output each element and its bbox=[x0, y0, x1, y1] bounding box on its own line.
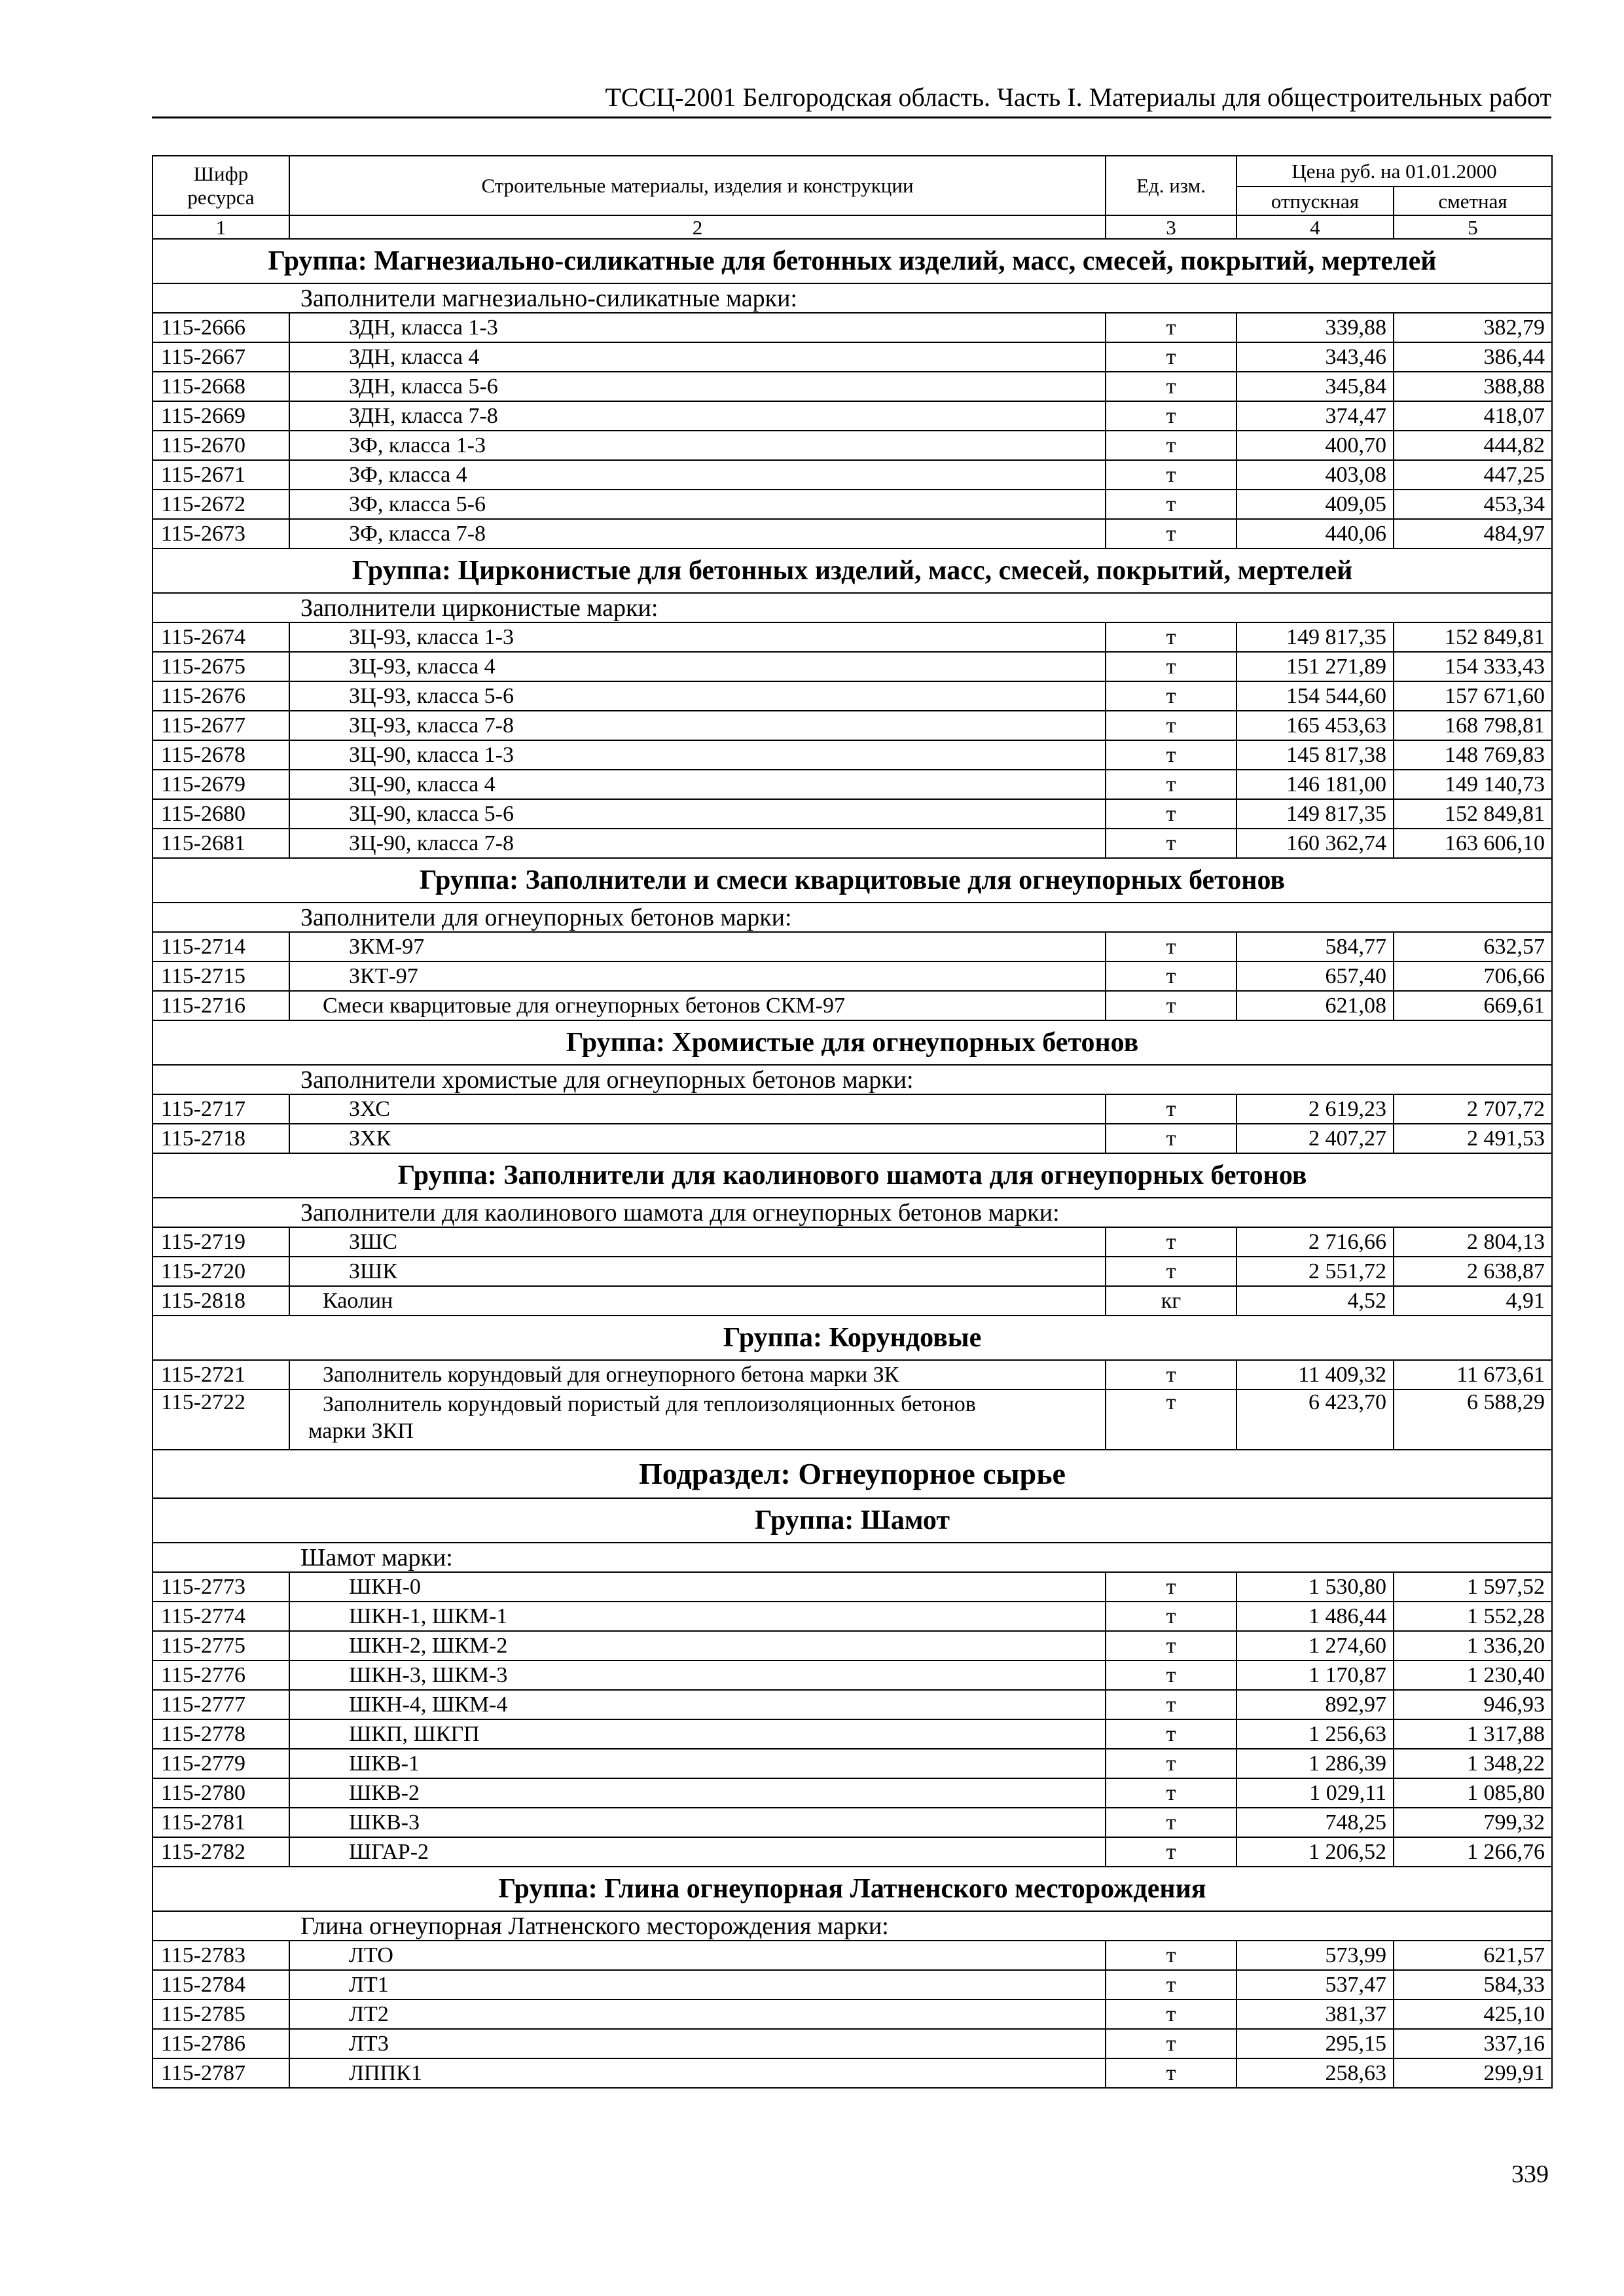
estimate-price-cell: 484,97 bbox=[1394, 519, 1552, 548]
subheading: Шамот марки: bbox=[153, 1543, 1552, 1572]
resource-code-cell: 115-2774 bbox=[153, 1602, 289, 1631]
release-price-cell: 657,40 bbox=[1236, 961, 1394, 991]
estimate-price-cell: 149 140,73 bbox=[1394, 770, 1552, 799]
resource-code-cell: 115-2680 bbox=[153, 799, 289, 829]
table-row bbox=[153, 460, 1552, 490]
subheading: Заполнители цирконистые марки: bbox=[153, 593, 1552, 622]
estimate-price-cell: 453,34 bbox=[1394, 490, 1552, 519]
subheading-row bbox=[153, 593, 1552, 622]
unit-cell: т bbox=[1106, 799, 1236, 829]
group-heading: Группа: Корундовые bbox=[153, 1316, 1552, 1360]
unit-cell: т bbox=[1106, 1660, 1236, 1690]
unit-cell: т bbox=[1106, 1124, 1236, 1153]
table-row bbox=[153, 1360, 1552, 1390]
material-name-cell: ЗДН, класса 5-6 bbox=[289, 372, 1106, 401]
unit-cell: т bbox=[1106, 1572, 1236, 1602]
table-row bbox=[153, 770, 1552, 799]
material-name-cell: ШГАР-2 bbox=[289, 1837, 1106, 1867]
table-row bbox=[153, 313, 1552, 342]
table-row bbox=[153, 1719, 1552, 1749]
unit-cell: т bbox=[1106, 431, 1236, 460]
resource-code-cell: 115-2786 bbox=[153, 2029, 289, 2058]
unit-cell: т bbox=[1106, 622, 1236, 652]
material-name-cell: ШКН-4, ШКМ-4 bbox=[289, 1690, 1106, 1719]
table-row bbox=[153, 1690, 1552, 1719]
table-row bbox=[153, 681, 1552, 711]
unit-cell: т bbox=[1106, 1631, 1236, 1660]
estimate-price-cell: 168 798,81 bbox=[1394, 711, 1552, 740]
resource-code-cell: 115-2672 bbox=[153, 490, 289, 519]
group-heading: Группа: Шамот bbox=[153, 1498, 1552, 1543]
estimate-price-cell: 1 348,22 bbox=[1394, 1749, 1552, 1778]
unit-cell: т bbox=[1106, 681, 1236, 711]
material-name-cell: ЗДН, класса 7-8 bbox=[289, 401, 1106, 431]
estimate-price-cell: 4,91 bbox=[1394, 1286, 1552, 1316]
release-price-cell: 258,63 bbox=[1236, 2058, 1394, 2088]
release-price-cell: 4,52 bbox=[1236, 1286, 1394, 1316]
material-name-line-2: марки ЗКП bbox=[308, 1418, 414, 1443]
estimate-price-cell: 1 085,80 bbox=[1394, 1778, 1552, 1808]
estimate-price-cell: 584,33 bbox=[1394, 1970, 1552, 2000]
table-row bbox=[153, 1602, 1552, 1631]
table-row bbox=[153, 1572, 1552, 1602]
unit-cell: т bbox=[1106, 740, 1236, 770]
unit-cell: т bbox=[1106, 2058, 1236, 2088]
subheading-row bbox=[153, 903, 1552, 932]
material-name-cell: ЗКМ-97 bbox=[289, 932, 1106, 961]
resource-code-cell: 115-2787 bbox=[153, 2058, 289, 2088]
material-name-line-1: Заполнитель корундовый пористый для теплоизоляционных бетонов bbox=[323, 1392, 976, 1416]
group-heading-row bbox=[153, 858, 1552, 903]
resource-code-cell: 115-2784 bbox=[153, 1970, 289, 2000]
material-name-cell: ШКН-0 bbox=[289, 1572, 1106, 1602]
table-row bbox=[153, 519, 1552, 548]
table-row bbox=[153, 829, 1552, 858]
material-name-cell: Каолин bbox=[289, 1286, 1106, 1316]
material-name-cell: ЗЦ-93, класса 5-6 bbox=[289, 681, 1106, 711]
column-number-4: 4 bbox=[1236, 215, 1394, 239]
estimate-price-cell: 418,07 bbox=[1394, 401, 1552, 431]
resource-code-cell: 115-2714 bbox=[153, 932, 289, 961]
resource-code-cell: 115-2674 bbox=[153, 622, 289, 652]
estimate-price-cell: 1 266,76 bbox=[1394, 1837, 1552, 1867]
table-row bbox=[153, 342, 1552, 372]
unit-cell: т bbox=[1106, 460, 1236, 490]
release-price-cell: 374,47 bbox=[1236, 401, 1394, 431]
material-name-cell: ЗДН, класса 1-3 bbox=[289, 313, 1106, 342]
table-row bbox=[153, 1778, 1552, 1808]
material-name-cell: ЛППК1 bbox=[289, 2058, 1106, 2088]
estimate-price-cell: 1 317,88 bbox=[1394, 1719, 1552, 1749]
unit-cell: т bbox=[1106, 932, 1236, 961]
resource-code-cell: 115-2773 bbox=[153, 1572, 289, 1602]
table-row bbox=[153, 1660, 1552, 1690]
material-name-cell: ШКН-1, ШКМ-1 bbox=[289, 1602, 1106, 1631]
estimate-price-cell: 425,10 bbox=[1394, 2000, 1552, 2029]
group-heading: Группа: Заполнители и смеси кварцитовые для огнеупорных бетонов bbox=[153, 858, 1552, 903]
release-price-cell: 1 274,60 bbox=[1236, 1631, 1394, 1660]
unit-cell: т bbox=[1106, 1094, 1236, 1124]
table-header bbox=[153, 156, 1552, 239]
table-row bbox=[153, 1749, 1552, 1778]
release-price-cell: 1 029,11 bbox=[1236, 1778, 1394, 1808]
material-name-cell: ШКН-3, ШКМ-3 bbox=[289, 1660, 1106, 1690]
table-row bbox=[153, 1227, 1552, 1257]
material-name-cell: ЛТ3 bbox=[289, 2029, 1106, 2058]
resource-code-cell: 115-2673 bbox=[153, 519, 289, 548]
estimate-price-cell: 299,91 bbox=[1394, 2058, 1552, 2088]
release-price-cell: 151 271,89 bbox=[1236, 652, 1394, 681]
material-name-cell: ШКП, ШКГП bbox=[289, 1719, 1106, 1749]
release-price-cell: 345,84 bbox=[1236, 372, 1394, 401]
group-heading: Группа: Хромистые для огнеупорных бетонов bbox=[153, 1020, 1552, 1065]
column-number-5: 5 bbox=[1394, 215, 1552, 239]
unit-cell: т bbox=[1106, 1257, 1236, 1286]
estimate-price-cell: 946,93 bbox=[1394, 1690, 1552, 1719]
resource-code-cell: 115-2720 bbox=[153, 1257, 289, 1286]
release-price-cell: 2 407,27 bbox=[1236, 1124, 1394, 1153]
table-row bbox=[153, 1941, 1552, 1970]
unit-cell: т bbox=[1106, 1602, 1236, 1631]
release-price-cell: 1 286,39 bbox=[1236, 1749, 1394, 1778]
unit-cell: т bbox=[1106, 372, 1236, 401]
release-price-cell: 6 423,70 bbox=[1236, 1390, 1394, 1450]
release-price-cell: 440,06 bbox=[1236, 519, 1394, 548]
unit-cell: т bbox=[1106, 313, 1236, 342]
release-price-cell: 149 817,35 bbox=[1236, 622, 1394, 652]
release-price-cell: 400,70 bbox=[1236, 431, 1394, 460]
subsection-heading-row bbox=[153, 1450, 1552, 1498]
column-header-unit: Ед. изм. bbox=[1106, 156, 1236, 215]
estimate-price-cell: 154 333,43 bbox=[1394, 652, 1552, 681]
table-row bbox=[153, 991, 1552, 1020]
material-name-cell: ЗФ, класса 7-8 bbox=[289, 519, 1106, 548]
resource-code-cell: 115-2676 bbox=[153, 681, 289, 711]
estimate-price-cell: 1 336,20 bbox=[1394, 1631, 1552, 1660]
release-price-cell: 149 817,35 bbox=[1236, 799, 1394, 829]
unit-cell: т bbox=[1106, 1749, 1236, 1778]
estimate-price-cell: 799,32 bbox=[1394, 1808, 1552, 1837]
estimate-price-cell: 11 673,61 bbox=[1394, 1360, 1552, 1390]
table-row bbox=[153, 711, 1552, 740]
estimate-price-cell: 2 491,53 bbox=[1394, 1124, 1552, 1153]
column-number-3: 3 bbox=[1106, 215, 1236, 239]
material-name-cell bbox=[289, 1390, 1106, 1450]
release-price-cell: 146 181,00 bbox=[1236, 770, 1394, 799]
estimate-price-cell: 2 804,13 bbox=[1394, 1227, 1552, 1257]
material-name-cell: ЛТО bbox=[289, 1941, 1106, 1970]
resource-code-cell: 115-2666 bbox=[153, 313, 289, 342]
estimate-price-cell: 706,66 bbox=[1394, 961, 1552, 991]
release-price-cell: 343,46 bbox=[1236, 342, 1394, 372]
release-price-cell: 892,97 bbox=[1236, 1690, 1394, 1719]
page-header bbox=[152, 84, 1551, 118]
unit-cell: т bbox=[1106, 1690, 1236, 1719]
resource-code-cell: 115-2718 bbox=[153, 1124, 289, 1153]
table-row bbox=[153, 932, 1552, 961]
resource-code-cell: 115-2775 bbox=[153, 1631, 289, 1660]
column-number-2: 2 bbox=[289, 215, 1106, 239]
resource-code-cell: 115-2779 bbox=[153, 1749, 289, 1778]
release-price-cell: 1 206,52 bbox=[1236, 1837, 1394, 1867]
unit-cell: т bbox=[1106, 991, 1236, 1020]
table-row bbox=[153, 1808, 1552, 1837]
resource-code-cell: 115-2679 bbox=[153, 770, 289, 799]
release-price-cell: 1 170,87 bbox=[1236, 1660, 1394, 1690]
material-name-cell: ШКВ-2 bbox=[289, 1778, 1106, 1808]
group-heading-row bbox=[153, 1498, 1552, 1543]
table-row bbox=[153, 490, 1552, 519]
resource-code-cell: 115-2670 bbox=[153, 431, 289, 460]
resource-code-cell: 115-2675 bbox=[153, 652, 289, 681]
group-heading-row bbox=[153, 1153, 1552, 1198]
estimate-price-cell: 6 588,29 bbox=[1394, 1390, 1552, 1450]
release-price-cell: 2 551,72 bbox=[1236, 1257, 1394, 1286]
resource-code-cell: 115-2671 bbox=[153, 460, 289, 490]
material-name-cell: ЗЦ-90, класса 1-3 bbox=[289, 740, 1106, 770]
table-row bbox=[153, 401, 1552, 431]
table-row bbox=[153, 2058, 1552, 2088]
unit-cell: т bbox=[1106, 342, 1236, 372]
resource-code-cell: 115-2715 bbox=[153, 961, 289, 991]
resource-code-cell: 115-2717 bbox=[153, 1094, 289, 1124]
estimate-price-cell: 163 606,10 bbox=[1394, 829, 1552, 858]
table-row bbox=[153, 2000, 1552, 2029]
subheading-row bbox=[153, 283, 1552, 313]
group-heading-row bbox=[153, 1020, 1552, 1065]
table-row bbox=[153, 1631, 1552, 1660]
estimate-price-cell: 2 707,72 bbox=[1394, 1094, 1552, 1124]
table-row bbox=[153, 740, 1552, 770]
unit-cell: т bbox=[1106, 1778, 1236, 1808]
unit-cell: кг bbox=[1106, 1286, 1236, 1316]
estimate-price-cell: 447,25 bbox=[1394, 460, 1552, 490]
release-price-cell: 2 716,66 bbox=[1236, 1227, 1394, 1257]
table-row bbox=[153, 431, 1552, 460]
estimate-price-cell: 1 230,40 bbox=[1394, 1660, 1552, 1690]
material-name-cell: ЗФ, класса 5-6 bbox=[289, 490, 1106, 519]
column-header-name: Строительные материалы, изделия и конструкции bbox=[289, 156, 1106, 215]
unit-cell: т bbox=[1106, 1808, 1236, 1837]
release-price-cell: 295,15 bbox=[1236, 2029, 1394, 2058]
resource-code-cell: 115-2781 bbox=[153, 1808, 289, 1837]
table-row bbox=[153, 1390, 1552, 1450]
material-name-cell: ЗХС bbox=[289, 1094, 1106, 1124]
unit-cell: т bbox=[1106, 1941, 1236, 1970]
unit-cell: т bbox=[1106, 1970, 1236, 2000]
release-price-cell: 537,47 bbox=[1236, 1970, 1394, 2000]
release-price-cell: 621,08 bbox=[1236, 991, 1394, 1020]
table-row bbox=[153, 1257, 1552, 1286]
resource-code-cell: 115-2721 bbox=[153, 1360, 289, 1390]
release-price-cell: 1 486,44 bbox=[1236, 1602, 1394, 1631]
table-row bbox=[153, 961, 1552, 991]
resource-code-cell: 115-2677 bbox=[153, 711, 289, 740]
price-table bbox=[152, 155, 1553, 2089]
column-header-release-price: отпускная bbox=[1236, 187, 1394, 215]
resource-code-cell: 115-2782 bbox=[153, 1837, 289, 1867]
estimate-price-cell: 669,61 bbox=[1394, 991, 1552, 1020]
column-number-1: 1 bbox=[153, 215, 289, 239]
subheading: Заполнители для огнеупорных бетонов марки: bbox=[153, 903, 1552, 932]
release-price-cell: 573,99 bbox=[1236, 1941, 1394, 1970]
subheading: Глина огнеупорная Латненского месторождения марки: bbox=[153, 1911, 1552, 1941]
group-heading-row bbox=[153, 239, 1552, 283]
unit-cell: т bbox=[1106, 770, 1236, 799]
unit-cell: т bbox=[1106, 490, 1236, 519]
material-name-cell: ЗФ, класса 4 bbox=[289, 460, 1106, 490]
release-price-cell: 584,77 bbox=[1236, 932, 1394, 961]
release-price-cell: 339,88 bbox=[1236, 313, 1394, 342]
estimate-price-cell: 1 552,28 bbox=[1394, 1602, 1552, 1631]
resource-code-cell: 115-2678 bbox=[153, 740, 289, 770]
material-name-cell: ЗЦ-93, класса 4 bbox=[289, 652, 1106, 681]
group-heading-row bbox=[153, 548, 1552, 593]
resource-code-cell: 115-2667 bbox=[153, 342, 289, 372]
material-name-cell: Смеси кварцитовые для огнеупорных бетонов СКМ-97 bbox=[289, 991, 1106, 1020]
column-header-price: Цена руб. на 01.01.2000 bbox=[1236, 156, 1552, 187]
material-name-cell: ЗДН, класса 4 bbox=[289, 342, 1106, 372]
group-heading-row bbox=[153, 1867, 1552, 1911]
unit-cell: т bbox=[1106, 1837, 1236, 1867]
material-name-cell: ЛТ1 bbox=[289, 1970, 1106, 2000]
release-price-cell: 160 362,74 bbox=[1236, 829, 1394, 858]
resource-code-cell: 115-2783 bbox=[153, 1941, 289, 1970]
estimate-price-cell: 1 597,52 bbox=[1394, 1572, 1552, 1602]
release-price-cell: 2 619,23 bbox=[1236, 1094, 1394, 1124]
table-row bbox=[153, 1970, 1552, 2000]
resource-code-cell: 115-2778 bbox=[153, 1719, 289, 1749]
table-row bbox=[153, 622, 1552, 652]
material-name-cell: Заполнитель корундовый для огнеупорного бетона марки ЗК bbox=[289, 1360, 1106, 1390]
group-heading-row bbox=[153, 1316, 1552, 1360]
release-price-cell: 403,08 bbox=[1236, 460, 1394, 490]
group-heading: Группа: Глина огнеупорная Латненского месторождения bbox=[153, 1867, 1552, 1911]
unit-cell: т bbox=[1106, 519, 1236, 548]
estimate-price-cell: 2 638,87 bbox=[1394, 1257, 1552, 1286]
unit-cell: т bbox=[1106, 829, 1236, 858]
unit-cell: т bbox=[1106, 1360, 1236, 1390]
resource-code-cell: 115-2785 bbox=[153, 2000, 289, 2029]
material-name-cell: ЗЦ-90, класса 7-8 bbox=[289, 829, 1106, 858]
estimate-price-cell: 337,16 bbox=[1394, 2029, 1552, 2058]
material-name-cell: ЗЦ-93, класса 7-8 bbox=[289, 711, 1106, 740]
column-header-estimate-price: сметная bbox=[1394, 187, 1552, 215]
material-name-cell: ЗХК bbox=[289, 1124, 1106, 1153]
release-price-cell: 154 544,60 bbox=[1236, 681, 1394, 711]
material-name-cell: ШКВ-1 bbox=[289, 1749, 1106, 1778]
release-price-cell: 381,37 bbox=[1236, 2000, 1394, 2029]
material-name-cell: ЗЦ-93, класса 1-3 bbox=[289, 622, 1106, 652]
resource-code-cell: 115-2719 bbox=[153, 1227, 289, 1257]
subheading-row bbox=[153, 1198, 1552, 1227]
resource-code-cell: 115-2681 bbox=[153, 829, 289, 858]
estimate-price-cell: 382,79 bbox=[1394, 313, 1552, 342]
unit-cell: т bbox=[1106, 652, 1236, 681]
unit-cell: т bbox=[1106, 2000, 1236, 2029]
resource-code-cell: 115-2669 bbox=[153, 401, 289, 431]
table-row bbox=[153, 1286, 1552, 1316]
subheading: Заполнители хромистые для огнеупорных бетонов марки: bbox=[153, 1065, 1552, 1094]
estimate-price-cell: 157 671,60 bbox=[1394, 681, 1552, 711]
resource-code-cell: 115-2722 bbox=[153, 1390, 289, 1450]
table-row bbox=[153, 652, 1552, 681]
resource-code-cell: 115-2780 bbox=[153, 1778, 289, 1808]
release-price-cell: 145 817,38 bbox=[1236, 740, 1394, 770]
subheading-row bbox=[153, 1065, 1552, 1094]
release-price-cell: 409,05 bbox=[1236, 490, 1394, 519]
estimate-price-cell: 444,82 bbox=[1394, 431, 1552, 460]
group-heading: Группа: Магнезиально-силикатные для бетонных изделий, масс, смесей, покрытий, мертелей bbox=[153, 239, 1552, 283]
material-name-cell: ЗФ, класса 1-3 bbox=[289, 431, 1106, 460]
unit-cell: т bbox=[1106, 1719, 1236, 1749]
material-name-cell: ШКН-2, ШКМ-2 bbox=[289, 1631, 1106, 1660]
release-price-cell: 11 409,32 bbox=[1236, 1360, 1394, 1390]
estimate-price-cell: 152 849,81 bbox=[1394, 799, 1552, 829]
subheading: Заполнители магнезиально-силикатные марки: bbox=[153, 283, 1552, 313]
page-header-title: ТССЦ-2001 Белгородская область. Часть I. Материалы для общестроительных работ bbox=[605, 82, 1551, 112]
subsection-heading: Подраздел: Огнеупорное сырье bbox=[153, 1450, 1552, 1498]
estimate-price-cell: 386,44 bbox=[1394, 342, 1552, 372]
release-price-cell: 748,25 bbox=[1236, 1808, 1394, 1837]
subheading-row bbox=[153, 1911, 1552, 1941]
table-row bbox=[153, 1837, 1552, 1867]
subheading: Заполнители для каолинового шамота для огнеупорных бетонов марки: bbox=[153, 1198, 1552, 1227]
estimate-price-cell: 152 849,81 bbox=[1394, 622, 1552, 652]
resource-code-cell: 115-2818 bbox=[153, 1286, 289, 1316]
resource-code-cell: 115-2668 bbox=[153, 372, 289, 401]
unit-cell: т bbox=[1106, 401, 1236, 431]
table-body bbox=[153, 239, 1552, 2088]
table-row bbox=[153, 2029, 1552, 2058]
release-price-cell: 1 256,63 bbox=[1236, 1719, 1394, 1749]
material-name-cell: ЗКТ-97 bbox=[289, 961, 1106, 991]
unit-cell: т bbox=[1106, 1227, 1236, 1257]
table-row bbox=[153, 799, 1552, 829]
unit-cell: т bbox=[1106, 1390, 1236, 1450]
material-name-cell: ЗЦ-90, класса 5-6 bbox=[289, 799, 1106, 829]
page-number: 339 bbox=[1511, 2161, 1549, 2188]
release-price-cell: 165 453,63 bbox=[1236, 711, 1394, 740]
unit-cell: т bbox=[1106, 2029, 1236, 2058]
resource-code-cell: 115-2716 bbox=[153, 991, 289, 1020]
estimate-price-cell: 632,57 bbox=[1394, 932, 1552, 961]
unit-cell: т bbox=[1106, 961, 1236, 991]
table-row bbox=[153, 372, 1552, 401]
subheading-row bbox=[153, 1543, 1552, 1572]
estimate-price-cell: 388,88 bbox=[1394, 372, 1552, 401]
resource-code-cell: 115-2777 bbox=[153, 1690, 289, 1719]
resource-code-cell: 115-2776 bbox=[153, 1660, 289, 1690]
release-price-cell: 1 530,80 bbox=[1236, 1572, 1394, 1602]
table-row bbox=[153, 1094, 1552, 1124]
material-name-cell: ШКВ-3 bbox=[289, 1808, 1106, 1837]
table-row bbox=[153, 1124, 1552, 1153]
material-name-cell: ЗШК bbox=[289, 1257, 1106, 1286]
unit-cell: т bbox=[1106, 711, 1236, 740]
estimate-price-cell: 148 769,83 bbox=[1394, 740, 1552, 770]
material-name-cell: ЛТ2 bbox=[289, 2000, 1106, 2029]
group-heading: Группа: Цирконистые для бетонных изделий, масс, смесей, покрытий, мертелей bbox=[153, 548, 1552, 593]
material-name-cell: ЗШС bbox=[289, 1227, 1106, 1257]
column-header-code: Шифр ресурса bbox=[153, 156, 289, 215]
estimate-price-cell: 621,57 bbox=[1394, 1941, 1552, 1970]
material-name-cell: ЗЦ-90, класса 4 bbox=[289, 770, 1106, 799]
group-heading: Группа: Заполнители для каолинового шамота для огнеупорных бетонов bbox=[153, 1153, 1552, 1198]
